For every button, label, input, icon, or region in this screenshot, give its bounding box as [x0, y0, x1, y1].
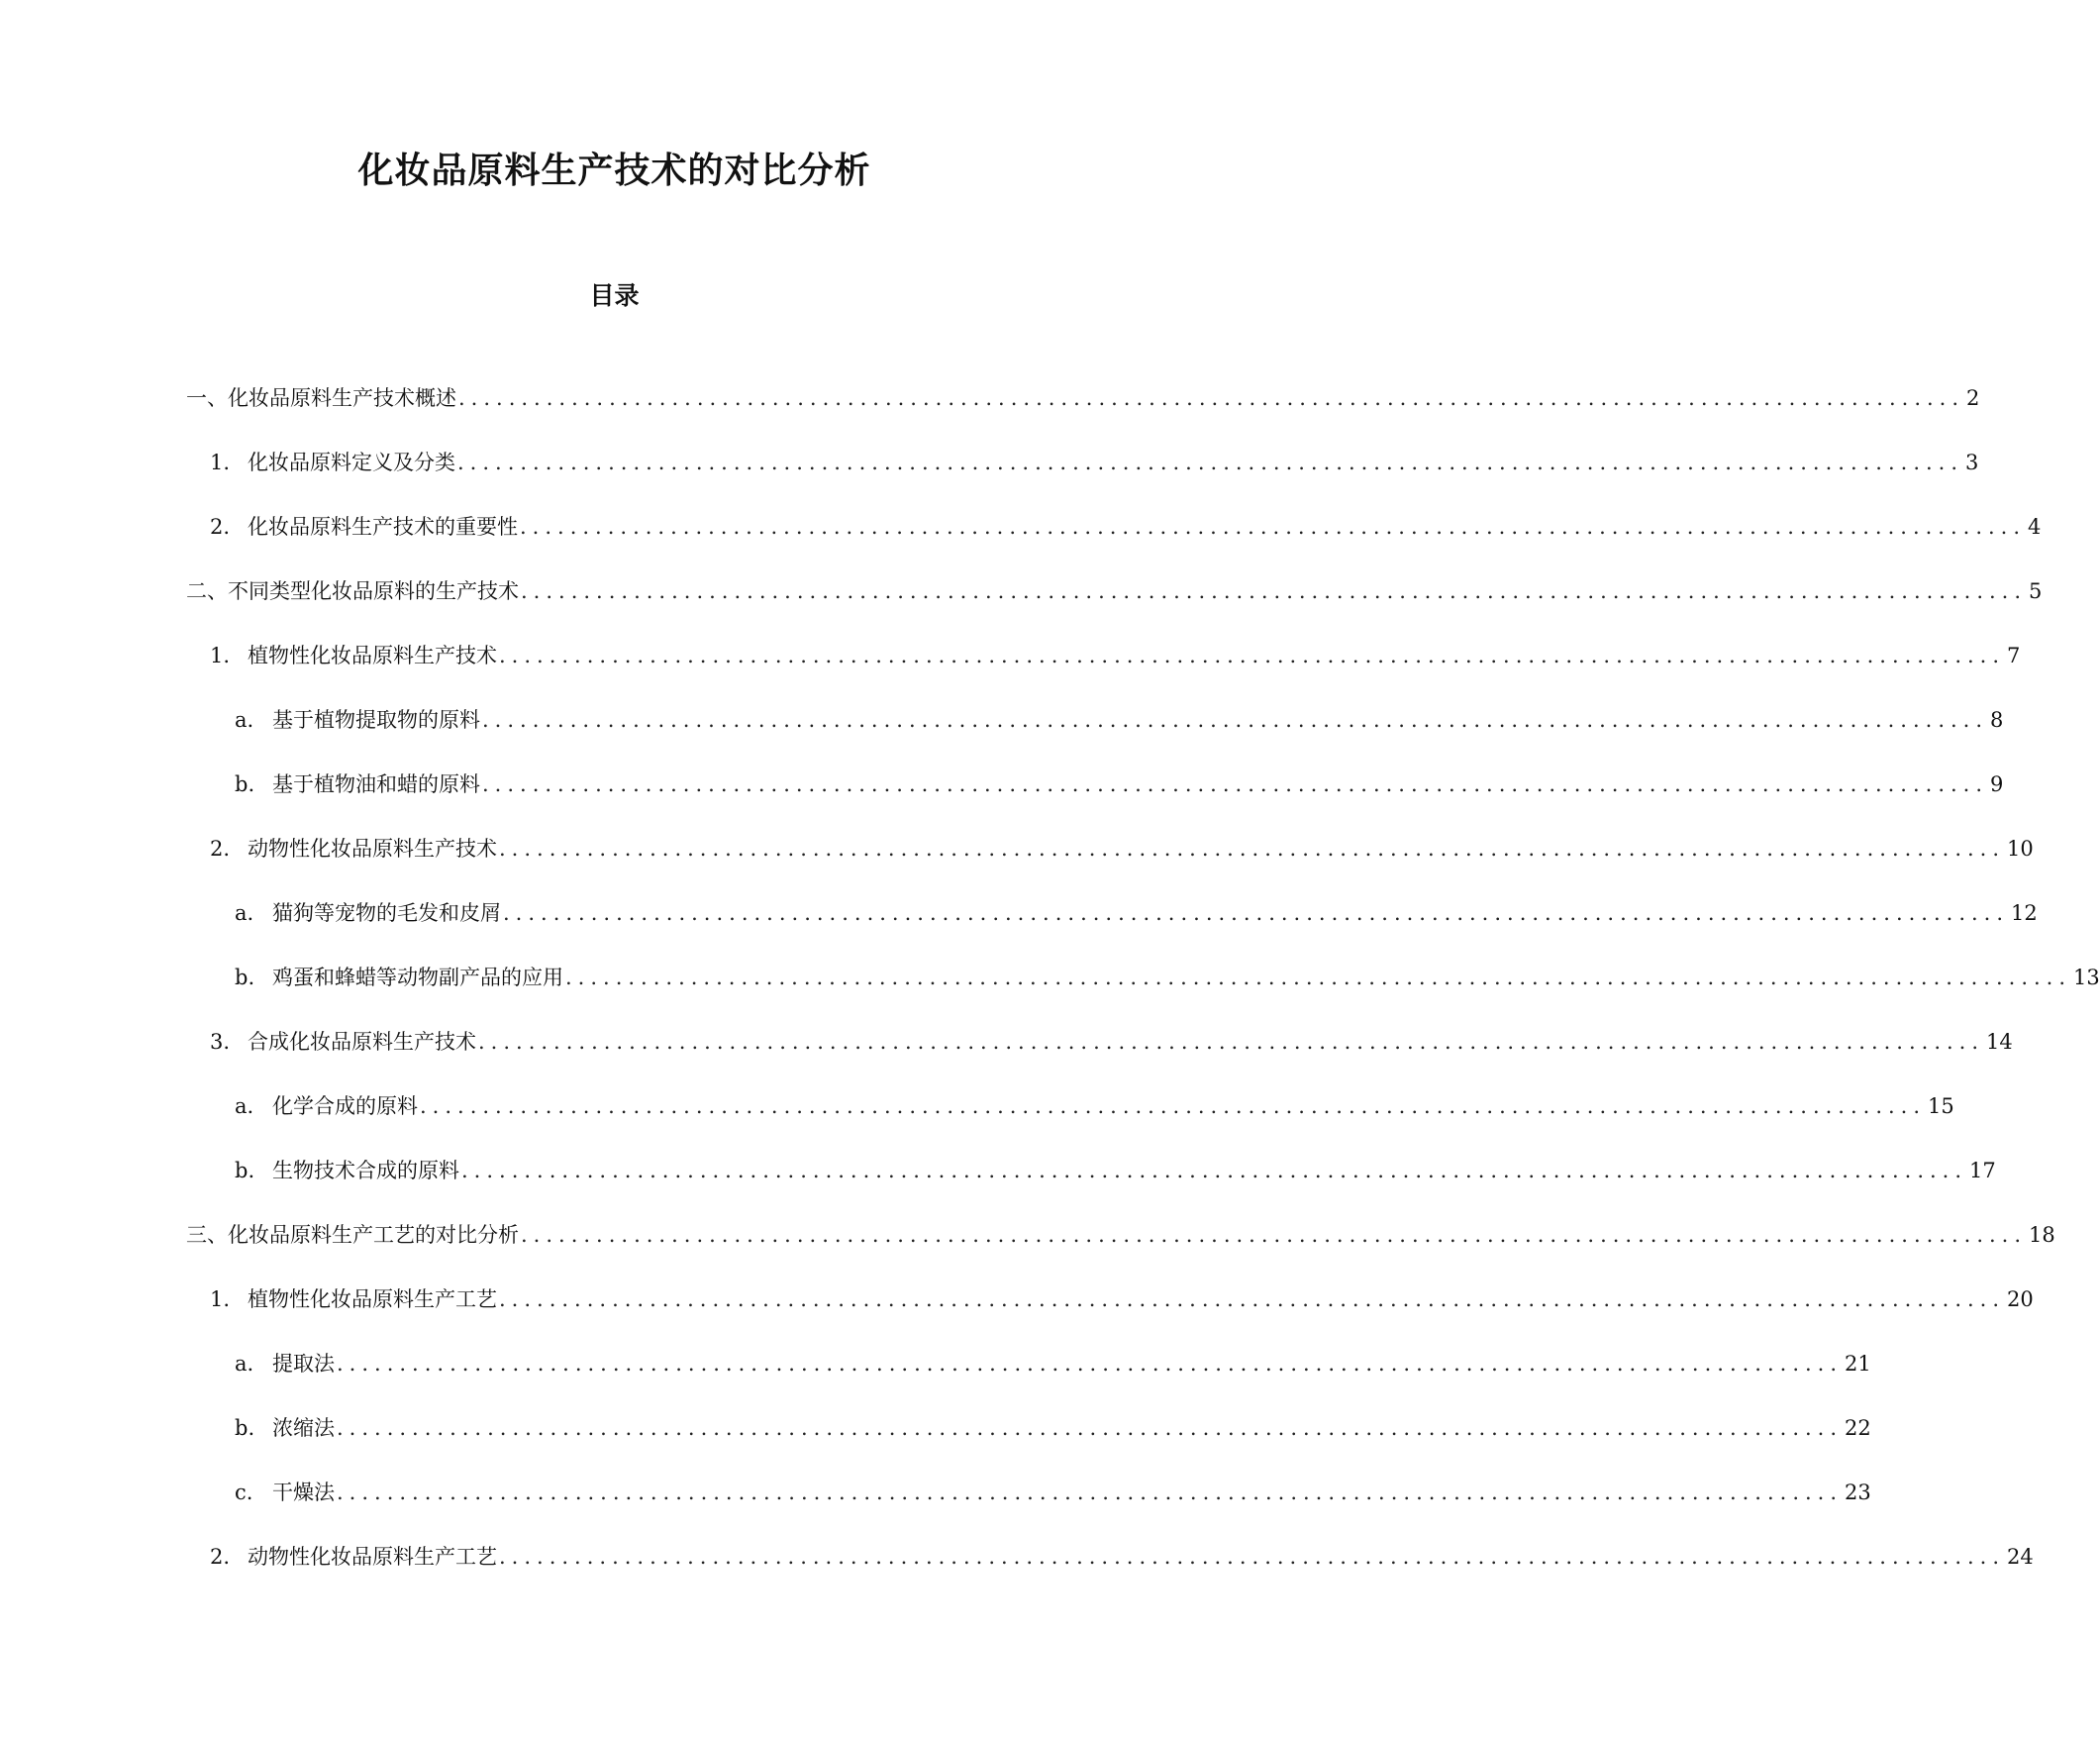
toc-entry-line [210, 1279, 2034, 1319]
toc-entry-page: 10 [2007, 837, 2034, 861]
toc-heading: 目录 [589, 281, 640, 310]
toc-entry-number: 1. [210, 1287, 231, 1311]
toc-entry-line [210, 1022, 2013, 1062]
toc-entry-page: 21 [1845, 1352, 1871, 1376]
toc-dot-leader: ........................................................................................................................ [520, 515, 2027, 539]
toc-entry-line [186, 378, 1980, 418]
toc-entry-line [235, 1086, 1954, 1126]
toc-entry-page: 13 [2073, 966, 2100, 989]
toc-entry-page: 9 [1990, 772, 2004, 796]
toc-entry-line [210, 507, 2042, 547]
toc-entry-line [235, 958, 2100, 997]
toc-entry-page: 22 [1845, 1416, 1871, 1440]
toc-entry-number: b. [235, 1159, 255, 1182]
toc-entry-label: 生物技术合成的原料 [272, 1159, 459, 1182]
toc-entry[interactable] [0, 1151, 1996, 1215]
toc-dot-leader: ........................................................................................................................ [499, 837, 2006, 861]
toc-dot-leader: ........................................................................................................................ [457, 451, 1964, 474]
toc-entry-number: b. [235, 966, 255, 989]
toc-entry-number: a. [235, 901, 254, 925]
toc-entry-line [186, 571, 2043, 611]
toc-entry-page: 8 [1990, 708, 2004, 732]
toc-entry-number: a. [235, 708, 254, 732]
toc-dot-leader: ........................................................................................................................ [420, 1094, 1927, 1118]
toc-entry-line [235, 765, 2004, 804]
toc-entry-line [210, 636, 2021, 675]
toc-entry-number: 2. [210, 515, 231, 539]
toc-entry[interactable] [0, 507, 2042, 571]
toc-entry-number: b. [235, 1416, 255, 1440]
toc-entry-line [235, 1408, 1871, 1448]
toc-entry-page: 2 [1966, 386, 1980, 410]
toc-entry-label: 动物性化妆品原料生产工艺 [248, 1545, 497, 1569]
toc-entry-label: 浓缩法 [272, 1416, 335, 1440]
toc-entry[interactable] [0, 1344, 1871, 1408]
toc-entry-line [235, 1473, 1871, 1512]
toc-entry-label: 不同类型化妆品原料的生产技术 [228, 579, 519, 603]
toc-entry-label: 基于植物油和蜡的原料 [272, 772, 480, 796]
toc-entry-line [210, 829, 2034, 868]
toc-entry-label: 合成化妆品原料生产技术 [248, 1030, 476, 1054]
toc-dot-leader: ........................................................................................................................ [482, 772, 1989, 796]
toc-entry-label: 干燥法 [272, 1481, 335, 1504]
toc-entry-page: 20 [2007, 1287, 2034, 1311]
toc-entry[interactable] [0, 1537, 2034, 1601]
toc-entry-label: 化学合成的原料 [272, 1094, 418, 1118]
toc-entry-number: c. [235, 1481, 253, 1504]
toc-entry-page: 18 [2029, 1223, 2055, 1247]
toc-entry[interactable] [0, 1408, 1871, 1473]
toc-dot-leader: ........................................................................................................................ [565, 966, 2072, 989]
toc-entry-number: b. [235, 772, 255, 796]
toc-entry-label: 猫狗等宠物的毛发和皮屑 [272, 901, 501, 925]
toc-entry-label: 化妆品原料生产技术概述 [228, 386, 456, 410]
toc-entry[interactable] [0, 893, 2038, 958]
toc-entry-line [210, 443, 1979, 482]
toc-entry-label: 化妆品原料生产工艺的对比分析 [228, 1223, 519, 1247]
toc-entry[interactable] [0, 958, 2100, 1022]
toc-entry-line [210, 1537, 2034, 1577]
toc-entry[interactable] [0, 1473, 1871, 1537]
toc-entry-page: 23 [1845, 1481, 1871, 1504]
toc-dot-leader: ........................................................................................................................ [499, 1287, 2006, 1311]
toc-entry[interactable] [0, 829, 2034, 893]
toc-entry[interactable] [0, 765, 2004, 829]
toc-entry-label: 基于植物提取物的原料 [272, 708, 480, 732]
toc-entry-page: 3 [1965, 451, 1979, 474]
toc-entry-label: 植物性化妆品原料生产技术 [248, 644, 497, 667]
toc-entry[interactable] [0, 571, 2043, 636]
toc-entry-number: 2. [210, 1545, 231, 1569]
toc-entry-page: 5 [2029, 579, 2043, 603]
table-of-contents [0, 378, 2100, 1601]
toc-entry-number: a. [235, 1094, 254, 1118]
toc-entry[interactable] [0, 1215, 2055, 1279]
toc-entry[interactable] [0, 1086, 1954, 1151]
toc-entry-number: 二、 [186, 579, 228, 603]
toc-entry-number: 1. [210, 644, 231, 667]
toc-entry-page: 4 [2028, 515, 2042, 539]
toc-entry-number: 三、 [186, 1223, 228, 1247]
toc-entry-label: 化妆品原料生产技术的重要性 [248, 515, 518, 539]
toc-dot-leader: ........................................................................................................................ [337, 1416, 1844, 1440]
toc-dot-leader: ........................................................................................................................ [461, 1159, 1968, 1182]
toc-entry-label: 植物性化妆品原料生产工艺 [248, 1287, 497, 1311]
toc-dot-leader: ........................................................................................................................ [458, 386, 1965, 410]
toc-entry-label: 化妆品原料定义及分类 [248, 451, 455, 474]
toc-dot-leader: ........................................................................................................................ [337, 1352, 1844, 1376]
toc-entry-page: 14 [1986, 1030, 2013, 1054]
toc-entry[interactable] [0, 1279, 2034, 1344]
toc-dot-leader: ........................................................................................................................ [478, 1030, 1985, 1054]
toc-entry[interactable] [0, 700, 2004, 765]
toc-dot-leader: ........................................................................................................................ [499, 644, 2006, 667]
toc-dot-leader: ........................................................................................................................ [499, 1545, 2006, 1569]
toc-entry-number: 一、 [186, 386, 228, 410]
toc-entry[interactable] [0, 1022, 2013, 1086]
toc-entry[interactable] [0, 378, 1980, 443]
toc-entry-line [235, 1151, 1996, 1190]
toc-entry-number: 3. [210, 1030, 231, 1054]
toc-entry[interactable] [0, 636, 2021, 700]
toc-entry[interactable] [0, 443, 1979, 507]
toc-entry-page: 12 [2011, 901, 2038, 925]
toc-entry-line [186, 1215, 2055, 1255]
toc-dot-leader: ........................................................................................................................ [482, 708, 1989, 732]
document-title: 化妆品原料生产技术的对比分析 [357, 151, 871, 191]
toc-entry-page: 7 [2007, 644, 2021, 667]
toc-entry-page: 24 [2007, 1545, 2034, 1569]
toc-entry-line [235, 1344, 1871, 1383]
toc-entry-line [235, 700, 2004, 740]
toc-entry-page: 15 [1928, 1094, 1954, 1118]
toc-entry-label: 动物性化妆品原料生产技术 [248, 837, 497, 861]
toc-entry-page: 17 [1969, 1159, 1996, 1182]
toc-entry-line [235, 893, 2038, 933]
toc-entry-number: a. [235, 1352, 254, 1376]
toc-entry-number: 1. [210, 451, 231, 474]
toc-dot-leader: ........................................................................................................................ [337, 1481, 1844, 1504]
toc-dot-leader: ........................................................................................................................ [503, 901, 2010, 925]
toc-entry-label: 鸡蛋和蜂蜡等动物副产品的应用 [272, 966, 563, 989]
toc-dot-leader: ........................................................................................................................ [521, 579, 2028, 603]
toc-entry-number: 2. [210, 837, 231, 861]
toc-entry-label: 提取法 [272, 1352, 335, 1376]
toc-dot-leader: ........................................................................................................................ [521, 1223, 2028, 1247]
